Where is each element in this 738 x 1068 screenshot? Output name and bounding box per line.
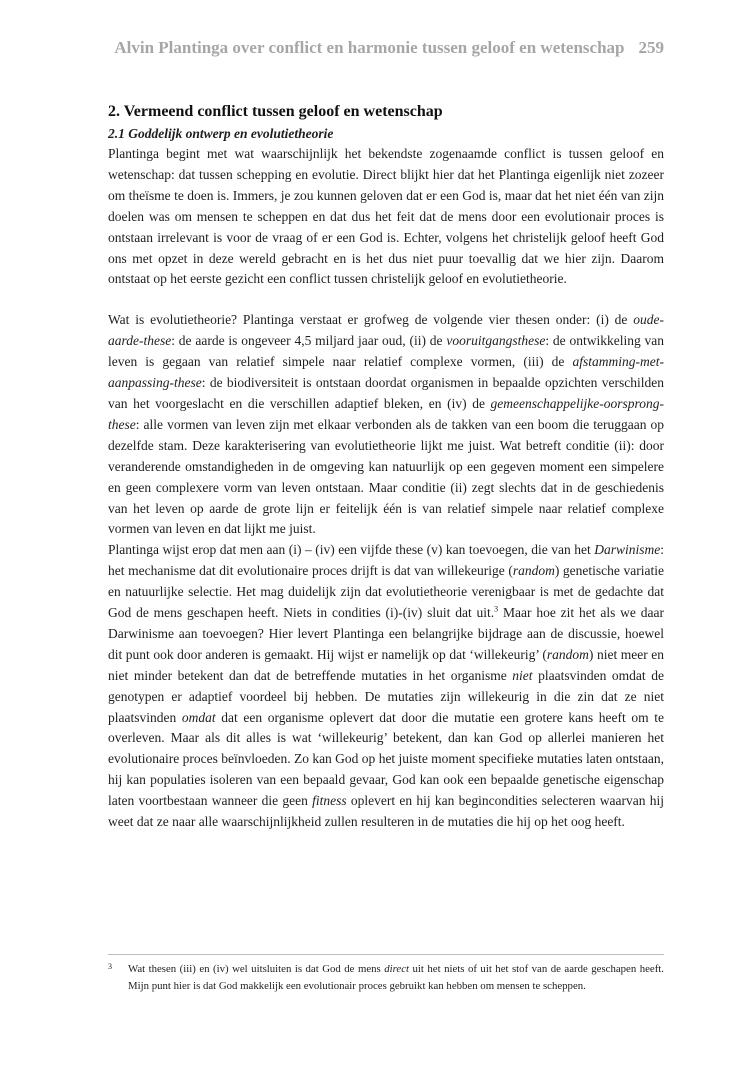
text-run: Wat thesen (iii) en (iv) wel uitsluiten is dat God de mens [128, 963, 385, 975]
term-fitness: fitness [312, 793, 347, 809]
term-niet: niet [512, 667, 533, 683]
footnote-text [128, 961, 664, 994]
subsection-title: 2.1 Goddelijk ontwerp en evolutietheorie [108, 126, 334, 141]
text-run: Plantinga wijst erop dat men aan (i) – (iv) een vijfde these (v) kan toevoegen, die van het [108, 542, 595, 558]
text-run: : de ontwikkeling van leven is gegaan van relatief simpele naar relatief complexe vormen, (iii) de [108, 333, 664, 370]
term-omdat: omdat [181, 709, 216, 725]
paragraph-2 [108, 310, 664, 540]
text-run: uit het niets of uit het stof van de aarde geschapen heeft. Mijn punt hier is dat God makkelijk een evolutionair proces gebruikt kan hebben om mensen te scheppen. [128, 963, 664, 992]
text-run: oplevert en hij kan begincondities selecteren waarvan hij weet dat ze naar alle waarschijnlijkheid zullen resulteren in de mutaties die hij op het oog heeft. [108, 793, 664, 830]
footnote-number: 3 [108, 962, 112, 971]
text-run: plaatsvinden omdat de genotypen er adaptief voordeel bij hebben. De mutaties zijn willekeurig in die zin dat ze niet plaatsvinden [108, 667, 664, 725]
paragraph-gap [108, 290, 664, 310]
paragraph-3 [108, 540, 664, 833]
text-run: Maar hoe zit het als we daar Darwinisme aan toevoegen? Hier levert Plantinga een belangrijke bijdrage aan de discussie, hoewel dit punt ook door anderen is gemaakt. Hij wijst er namelijk op dat ‘willekeurig’ ( [108, 605, 664, 662]
term-gemeenschappelijke-oorsprong-these: gemeenschappelijke-oorsprong-these [108, 395, 664, 432]
section-title: 2. Vermeend conflict tussen geloof en wetenschap [108, 103, 443, 120]
text-run: ) niet meer en niet minder betekent dan dat de betreffende mutaties in het organisme [108, 646, 664, 683]
text-run: : alle vormen van leven zijn met elkaar verbonden als de takken van een boom die teruggaan op dezelfde stam. Deze karakterisering van evolutietheorie lijkt me juist. Wat betreft conditie (ii): door veranderende omstandigheden in de omgeving kan natuurlijk op een gegeven moment een simpelere en geen complexere vorm van leven ontstaan. Maar conditie (ii) zegt slechts dat in de geschiedenis van het leven op aarde de grote lijn er feitelijk één is van relatief simpele naar relatief complexe vormen van leven en dat lijkt me juist. [108, 416, 664, 537]
main-content [108, 102, 664, 833]
footnote-reference[interactable]: 3 [494, 604, 499, 614]
text-run: Wat is evolutietheorie? Plantinga verstaat er grofweg de volgende vier thesen onder: (i) de [108, 312, 634, 328]
term-afstamming-these: afstamming-met-aanpassing-these [108, 354, 664, 391]
term-vooruitgangsthese: vooruitgangsthese [446, 333, 546, 349]
text-run: : de biodiversiteit is ontstaan doordat organismen in bepaalde opzichten verschilden van het voorgeslacht en die verschillen adaptief bleken, en (iv) de [108, 375, 664, 411]
text-run: : het mechanisme dat dit evolutionaire proces drijft is dat van willekeurige ( [108, 542, 664, 579]
page-number: 259 [638, 38, 664, 57]
footnote-divider [108, 954, 664, 955]
paragraph-1: Plantinga begint met wat waarschijnlijk het bekendste zogenaamde conflict is tussen geloof en wetenschap: dat tussen schepping en evolutie. Direct blijkt hier dat het Plantinga eigenlijk niet zozeer om theïsme te doen is. Immers, je zou kunnen geloven dat er een God is, maar dat het niet één van zijn doelen was om mensen te scheppen en dat dus het feit dat de mens door een evolutionair proces is ontstaan irrelevant is voor de vraag of er een God is. Echter, volgens het christelijk geloof heeft God ons met opzet in deze wereld gebracht en is het dus niet puur toevallig dat we hier zijn. Daarom ontstaat op het eerste gezicht een conflict tussen christelijk geloof en evolutietheorie. [108, 146, 664, 287]
term-darwinisme: Darwinisme [594, 542, 661, 558]
text-run: : de aarde is ongeveer 4,5 miljard jaar oud, (ii) de [171, 333, 447, 349]
running-header [108, 38, 664, 58]
term-oude-aarde-these: oude-aarde-these [108, 312, 664, 349]
text-run: dat een organisme oplevert dat door die mutatie een grotere kans heeft om te overleven. Maar als dit alles is wat ‘willekeurig’ betekent, dan kan God op allerlei manieren het evolutionaire proces beïnvloeden. Zo kan God op het juiste moment specifieke mutaties laten ontstaan, hij kan populaties isoleren van een bepaald gevaar, God kan ook een bepaalde genetische eigenschap laten voortbestaan wanneer die geen [108, 709, 664, 809]
term-random-2: random [546, 646, 589, 662]
running-header-title: Alvin Plantinga over conflict en harmonie tussen geloof en wetenschap [114, 38, 625, 57]
text-run: ) genetische variatie en natuurlijke selectie. Het mag duidelijk zijn dat evolutietheorie verenigbaar is met de gedachte dat God de mens geschapen heeft. Niets in condities (i)-(iv) sluit dat uit. [108, 563, 664, 621]
footnote [108, 961, 664, 994]
term-direct: direct [384, 963, 410, 975]
term-random: random [512, 563, 555, 579]
